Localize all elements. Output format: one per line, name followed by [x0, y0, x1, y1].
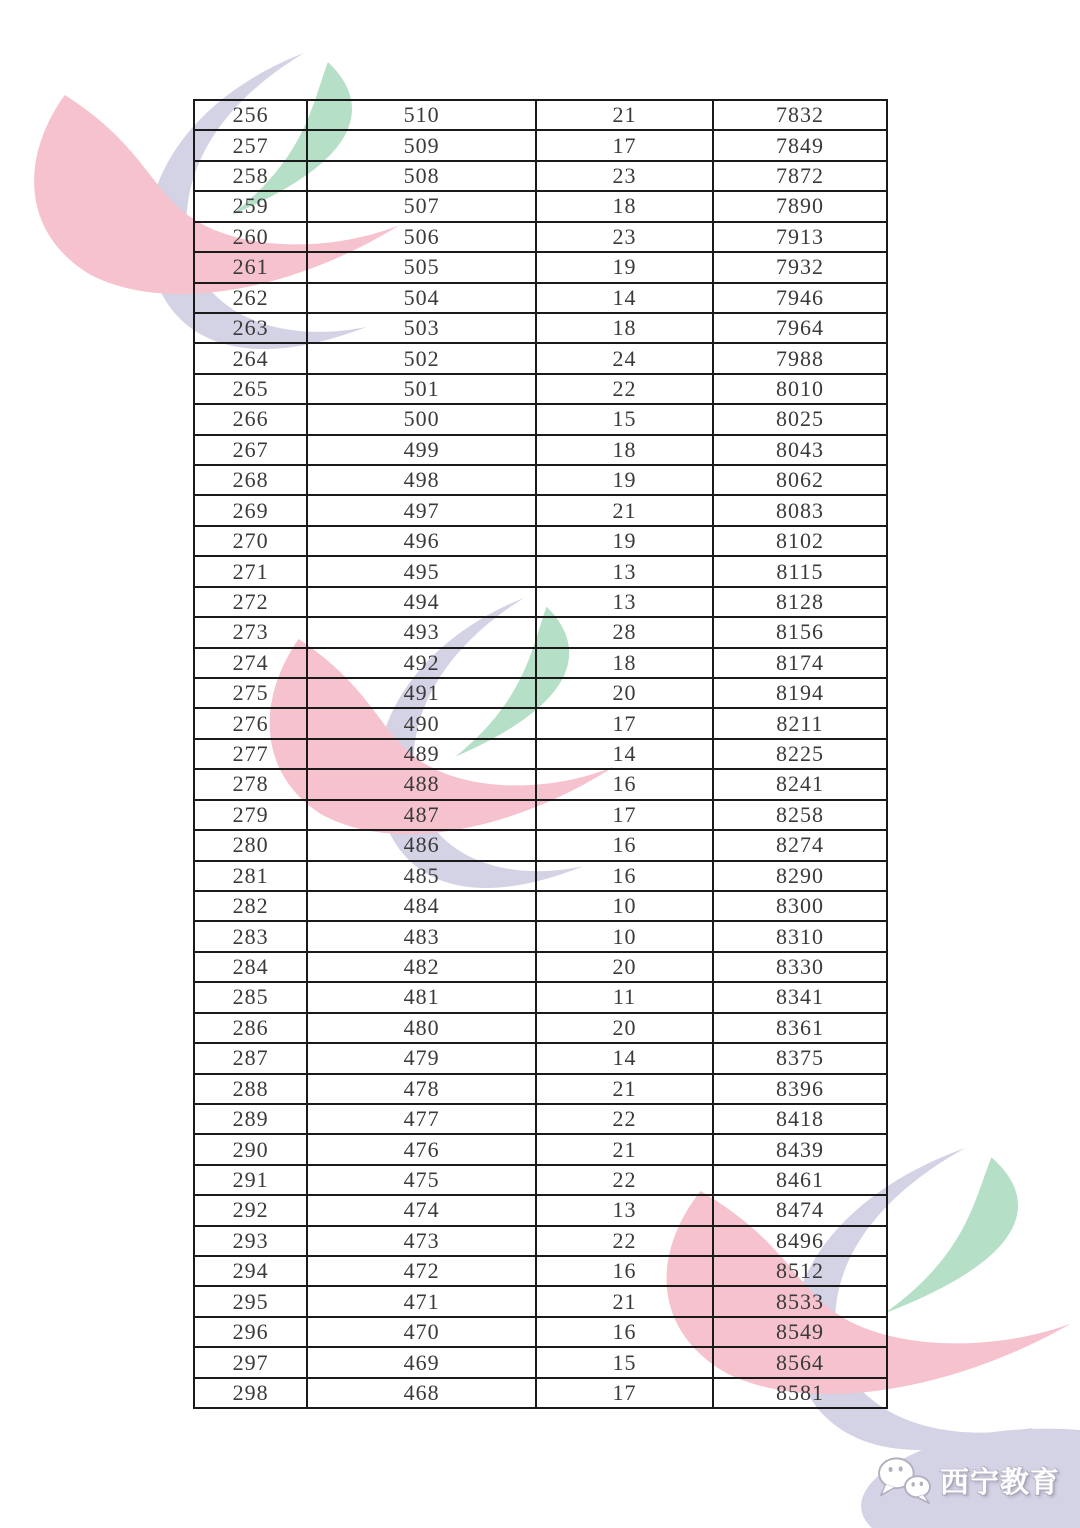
table-cell: 287 [195, 1044, 308, 1072]
table-cell: 262 [195, 284, 308, 312]
table-cell: 13 [537, 1196, 714, 1224]
table-cell: 270 [195, 527, 308, 555]
table-cell: 10 [537, 922, 714, 950]
table-cell: 19 [537, 466, 714, 494]
table-cell: 282 [195, 892, 308, 920]
table-cell: 13 [537, 557, 714, 585]
table-row [195, 466, 886, 496]
table-row [195, 223, 886, 253]
table-cell: 21 [537, 101, 714, 129]
table-cell: 14 [537, 1044, 714, 1072]
table-row [195, 101, 886, 131]
brand-name: 西宁教育 [940, 1466, 1061, 1499]
table-cell: 8043 [775, 436, 824, 462]
table-cell: 277 [195, 740, 308, 768]
table-cell: 18 [537, 649, 714, 677]
table-cell: 15 [537, 405, 714, 433]
table-cell: 7913 [775, 223, 824, 249]
table-cell: 8341 [775, 984, 824, 1010]
table-cell: 483 [308, 922, 537, 950]
table-cell: 298 [195, 1379, 308, 1407]
footer-brand [876, 1452, 1060, 1508]
table-cell: 28 [537, 618, 714, 646]
table-cell: 19 [537, 253, 714, 281]
table-cell: 508 [308, 162, 537, 190]
table-row [195, 1075, 886, 1105]
table-row [195, 314, 886, 344]
table-row [195, 557, 886, 587]
table-cell: 489 [308, 740, 537, 768]
table-cell: 278 [195, 770, 308, 798]
table-cell: 258 [195, 162, 308, 190]
wechat-icon [876, 1455, 934, 1505]
table-cell: 14 [537, 284, 714, 312]
table-cell: 8258 [775, 801, 824, 827]
table-cell: 13 [537, 588, 714, 616]
table-row [195, 862, 886, 892]
table-row [195, 618, 886, 648]
table-cell: 8361 [775, 1014, 824, 1040]
score-table [193, 99, 888, 1409]
table-cell: 279 [195, 801, 308, 829]
table-cell: 266 [195, 405, 308, 433]
table-cell: 16 [537, 770, 714, 798]
table-cell: 280 [195, 831, 308, 859]
table-cell: 482 [308, 953, 537, 981]
table-cell: 21 [537, 1135, 714, 1163]
table-cell: 487 [308, 801, 537, 829]
table-row [195, 922, 886, 952]
table-cell: 478 [308, 1075, 537, 1103]
table-cell: 16 [537, 831, 714, 859]
table-cell: 261 [195, 253, 308, 281]
table-cell: 8102 [775, 528, 824, 554]
table-cell: 292 [195, 1196, 308, 1224]
table-cell: 7988 [775, 345, 824, 371]
table-row [195, 375, 886, 405]
table-cell: 15 [537, 1348, 714, 1376]
table-cell: 20 [537, 679, 714, 707]
table-cell: 8211 [776, 710, 824, 736]
table-row [195, 344, 886, 374]
table-row [195, 1044, 886, 1074]
table-cell: 479 [308, 1044, 537, 1072]
table-cell: 7849 [775, 132, 824, 158]
table-cell: 22 [537, 1105, 714, 1133]
table-cell: 17 [537, 1379, 714, 1407]
table-cell: 20 [537, 1014, 714, 1042]
table-cell: 480 [308, 1014, 537, 1042]
table-cell: 22 [537, 1166, 714, 1194]
table-row [195, 496, 886, 526]
table-cell: 495 [308, 557, 537, 585]
table-row [195, 892, 886, 922]
table-cell: 8241 [775, 771, 824, 797]
table-cell: 7890 [775, 193, 824, 219]
table-cell: 7932 [775, 254, 824, 280]
table-cell: 271 [195, 557, 308, 585]
table-cell: 20 [537, 953, 714, 981]
table-cell: 492 [308, 649, 537, 677]
table-cell: 17 [537, 131, 714, 159]
table-cell: 7872 [775, 163, 824, 189]
table-cell: 475 [308, 1166, 537, 1194]
table-cell: 22 [537, 375, 714, 403]
table-cell: 8062 [775, 467, 824, 493]
table-row [195, 1257, 886, 1287]
table-cell: 285 [195, 983, 308, 1011]
table-cell: 8418 [775, 1106, 824, 1132]
table-cell: 477 [308, 1105, 537, 1133]
table-row [195, 983, 886, 1013]
table-cell: 269 [195, 496, 308, 524]
table-cell: 486 [308, 831, 537, 859]
table-row [195, 1379, 886, 1407]
table-cell: 8025 [775, 406, 824, 432]
table-cell: 7964 [775, 315, 824, 341]
table-cell: 8194 [775, 680, 824, 706]
table-cell: 274 [195, 649, 308, 677]
table-cell: 7946 [775, 284, 824, 310]
table-cell: 507 [308, 192, 537, 220]
table-cell: 8533 [775, 1288, 824, 1314]
table-row [195, 801, 886, 831]
table-cell: 470 [308, 1318, 537, 1346]
table-cell: 18 [537, 192, 714, 220]
table-cell: 493 [308, 618, 537, 646]
table-cell: 8581 [775, 1379, 824, 1405]
table-row [195, 253, 886, 283]
table-cell: 8115 [776, 558, 824, 584]
table-cell: 510 [308, 101, 537, 129]
table-cell: 498 [308, 466, 537, 494]
table-cell: 23 [537, 162, 714, 190]
table-cell: 8396 [775, 1075, 824, 1101]
table-cell: 488 [308, 770, 537, 798]
table-cell: 8461 [775, 1166, 824, 1192]
table-cell: 259 [195, 192, 308, 220]
table-cell: 16 [537, 1257, 714, 1285]
table-cell: 8225 [775, 741, 824, 767]
table-row [195, 953, 886, 983]
table-cell: 268 [195, 466, 308, 494]
table-cell: 16 [537, 862, 714, 890]
table-row [195, 1166, 886, 1196]
table-cell: 17 [537, 801, 714, 829]
table-cell: 260 [195, 223, 308, 251]
table-cell: 474 [308, 1196, 537, 1224]
table-cell: 17 [537, 709, 714, 737]
table-cell: 16 [537, 1318, 714, 1346]
table-cell: 10 [537, 892, 714, 920]
table-cell: 499 [308, 436, 537, 464]
table-cell: 19 [537, 527, 714, 555]
table-row [195, 588, 886, 618]
table-cell: 21 [537, 1075, 714, 1103]
table-cell: 506 [308, 223, 537, 251]
table-cell: 505 [308, 253, 537, 281]
table-cell: 22 [537, 1227, 714, 1255]
table-cell: 265 [195, 375, 308, 403]
table-row [195, 1196, 886, 1226]
table-row [195, 770, 886, 800]
table-cell: 468 [308, 1379, 537, 1407]
table-cell: 8174 [775, 649, 824, 675]
table-cell: 264 [195, 344, 308, 372]
table-cell: 21 [537, 1287, 714, 1315]
table-row [195, 1227, 886, 1257]
table-cell: 502 [308, 344, 537, 372]
table-cell: 494 [308, 588, 537, 616]
table-cell: 291 [195, 1166, 308, 1194]
table-row [195, 649, 886, 679]
table-row [195, 1348, 886, 1378]
table-cell: 504 [308, 284, 537, 312]
table-cell: 296 [195, 1318, 308, 1346]
table-cell: 288 [195, 1075, 308, 1103]
table-cell: 295 [195, 1287, 308, 1315]
table-cell: 8010 [775, 376, 824, 401]
table-cell: 472 [308, 1257, 537, 1285]
table-cell: 18 [537, 436, 714, 464]
table-cell: 267 [195, 436, 308, 464]
table-cell: 256 [195, 101, 308, 129]
table-cell: 14 [537, 740, 714, 768]
table-cell: 276 [195, 709, 308, 737]
table-row [195, 527, 886, 557]
table-cell: 263 [195, 314, 308, 342]
table-cell: 297 [195, 1348, 308, 1376]
table-row [195, 284, 886, 314]
table-cell: 485 [308, 862, 537, 890]
table-cell: 8439 [775, 1136, 824, 1162]
table-cell: 8512 [775, 1258, 824, 1284]
table-cell: 281 [195, 862, 308, 890]
table-cell: 503 [308, 314, 537, 342]
table-cell: 8330 [775, 954, 824, 980]
table-row [195, 405, 886, 435]
table-cell: 8290 [775, 862, 824, 888]
table-cell: 8300 [775, 893, 824, 919]
table-cell: 501 [308, 375, 537, 403]
table-cell: 8375 [775, 1045, 824, 1071]
table-cell: 24 [537, 344, 714, 372]
table-cell: 8549 [775, 1319, 824, 1345]
table-cell: 286 [195, 1014, 308, 1042]
table-row [195, 192, 886, 222]
table-cell: 481 [308, 983, 537, 1011]
table-cell: 473 [308, 1227, 537, 1255]
table-cell: 294 [195, 1257, 308, 1285]
table-cell: 8083 [775, 497, 824, 523]
table-row [195, 831, 886, 861]
table-cell: 509 [308, 131, 537, 159]
table-cell: 18 [537, 314, 714, 342]
table-row [195, 709, 886, 739]
table-row [195, 436, 886, 466]
table-row [195, 131, 886, 161]
table-cell: 8274 [775, 832, 824, 858]
table-cell: 484 [308, 892, 537, 920]
table-row [195, 1105, 886, 1135]
table-row [195, 740, 886, 770]
table-row [195, 1135, 886, 1165]
table-row [195, 1318, 886, 1348]
table-cell: 257 [195, 131, 308, 159]
table-cell: 21 [537, 496, 714, 524]
table-cell: 476 [308, 1135, 537, 1163]
table-cell: 491 [308, 679, 537, 707]
table-cell: 272 [195, 588, 308, 616]
table-cell: 8156 [775, 619, 824, 645]
table-cell: 273 [195, 618, 308, 646]
table-cell: 8496 [775, 1227, 824, 1253]
table-cell: 8564 [775, 1349, 824, 1375]
table-cell: 293 [195, 1227, 308, 1255]
table-row [195, 162, 886, 192]
table-row [195, 1287, 886, 1317]
table-cell: 490 [308, 709, 537, 737]
table-cell: 469 [308, 1348, 537, 1376]
table-cell: 11 [537, 983, 714, 1011]
table-cell: 8310 [775, 923, 824, 949]
table-cell: 290 [195, 1135, 308, 1163]
table-row [195, 679, 886, 709]
table-cell: 500 [308, 405, 537, 433]
table-cell: 289 [195, 1105, 308, 1133]
table-cell: 23 [537, 223, 714, 251]
table-cell: 284 [195, 953, 308, 981]
table-cell: 496 [308, 527, 537, 555]
table-cell: 283 [195, 922, 308, 950]
table-cell: 471 [308, 1287, 537, 1315]
table-cell: 8128 [775, 588, 824, 614]
table-row [195, 1014, 886, 1044]
table-cell: 7832 [775, 102, 824, 128]
table-cell: 497 [308, 496, 537, 524]
table-cell: 8474 [775, 1197, 824, 1223]
table-cell: 275 [195, 679, 308, 707]
